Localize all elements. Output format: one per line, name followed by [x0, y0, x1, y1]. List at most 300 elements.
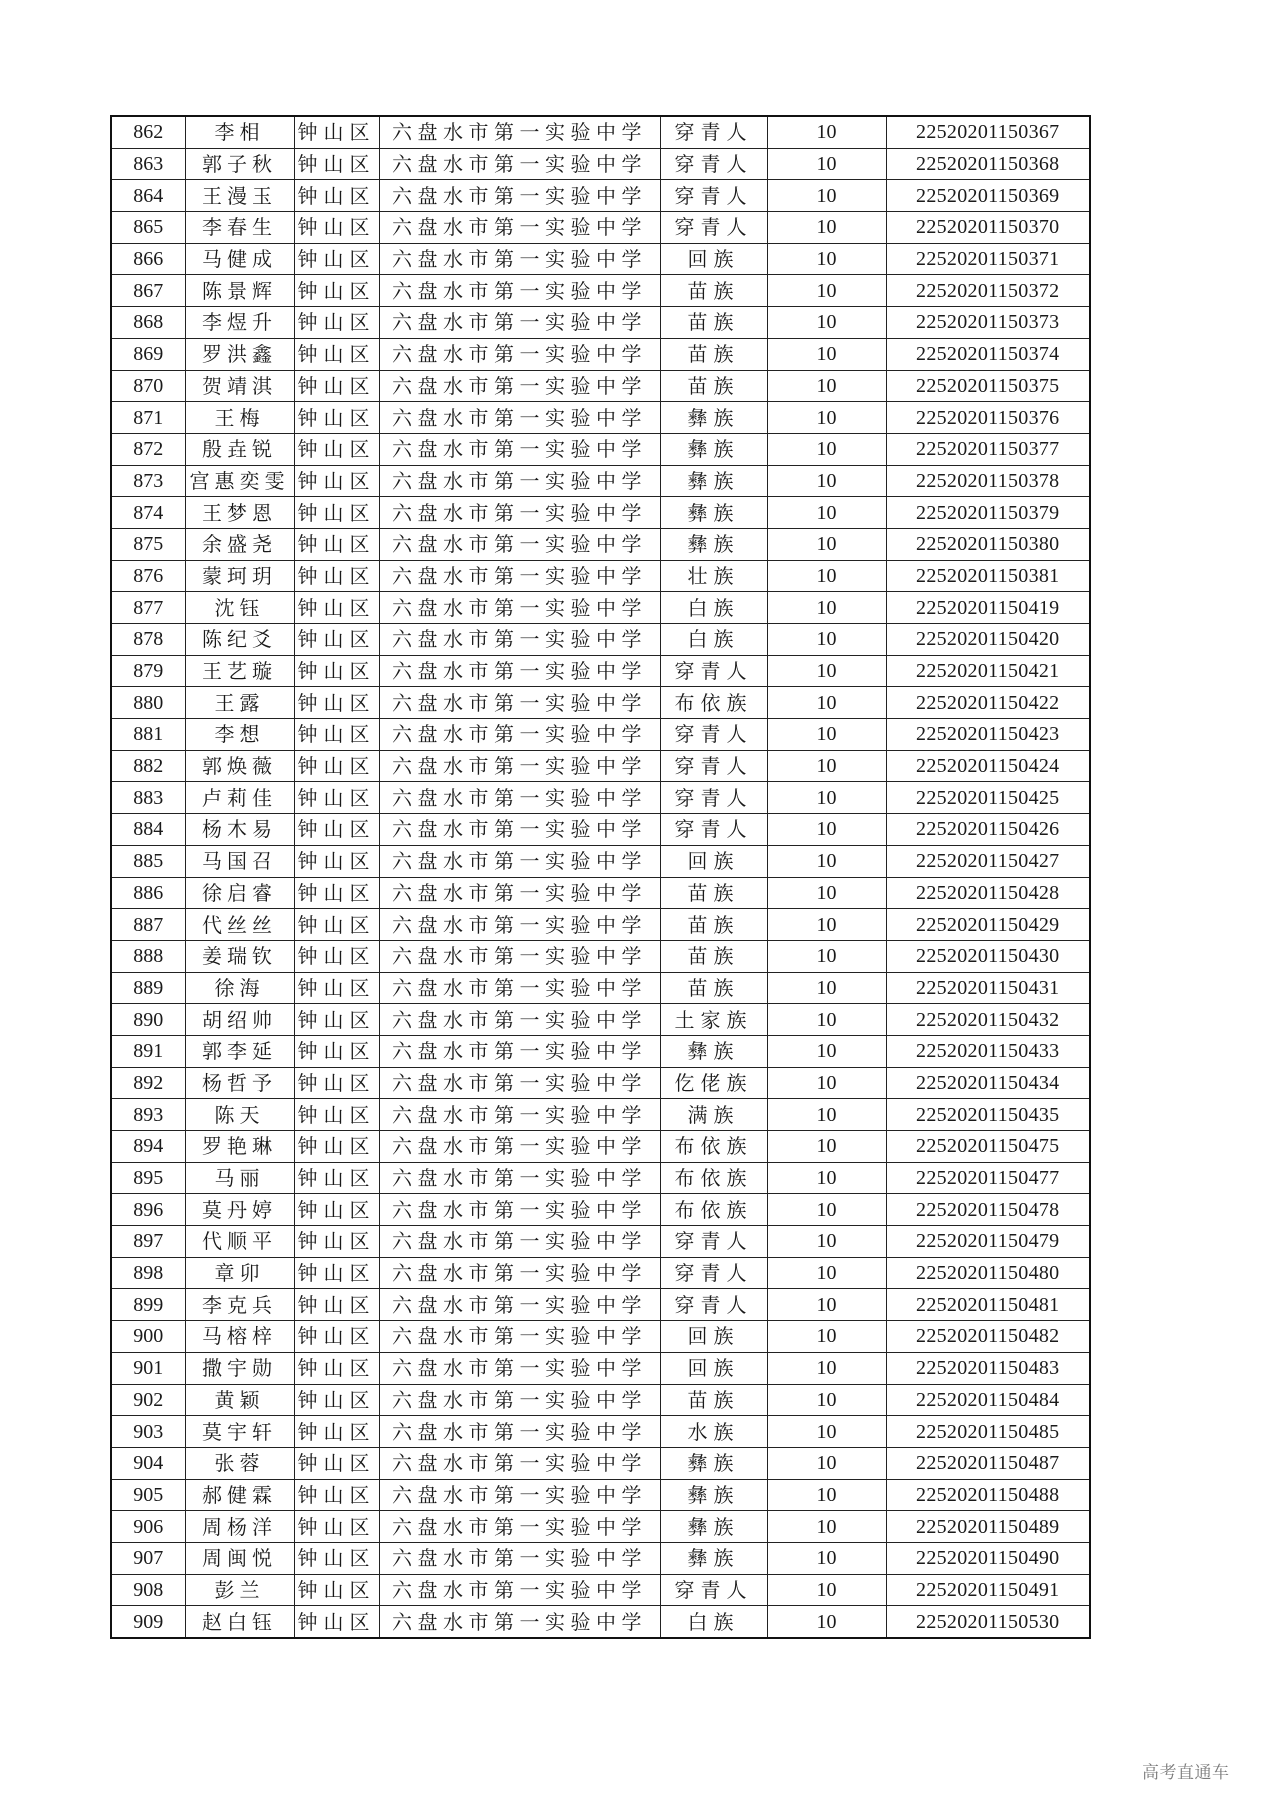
- exam-id-cell: 22520201150427: [886, 845, 1090, 877]
- district-cell: 钟山区: [294, 1606, 379, 1638]
- exam-id-cell: 22520201150475: [886, 1131, 1090, 1163]
- table-row: [111, 1131, 1090, 1163]
- exam-id-cell: 22520201150478: [886, 1194, 1090, 1226]
- student-name-cell: 卢莉佳: [185, 782, 294, 814]
- ethnicity-cell: 回族: [660, 1321, 767, 1353]
- table-row: [111, 845, 1090, 877]
- student-name-cell: 贺靖淇: [185, 370, 294, 402]
- exam-id-cell: 22520201150479: [886, 1226, 1090, 1258]
- exam-id-cell: 22520201150434: [886, 1067, 1090, 1099]
- row-number-cell: 883: [111, 782, 185, 814]
- ethnicity-cell: 仡佬族: [660, 1067, 767, 1099]
- school-name-cell: 六盘水市第一实验中学: [379, 1321, 660, 1353]
- exam-id-cell: 22520201150432: [886, 1004, 1090, 1036]
- bonus-points-cell: 10: [767, 1479, 886, 1511]
- bonus-points-cell: 10: [767, 940, 886, 972]
- bonus-points-cell: 10: [767, 1606, 886, 1638]
- school-name-cell: 六盘水市第一实验中学: [379, 307, 660, 339]
- school-name-cell: 六盘水市第一实验中学: [379, 1004, 660, 1036]
- bonus-points-cell: 10: [767, 560, 886, 592]
- district-cell: 钟山区: [294, 1162, 379, 1194]
- ethnicity-cell: 穿青人: [660, 180, 767, 212]
- row-number-cell: 866: [111, 243, 185, 275]
- exam-id-cell: 22520201150373: [886, 307, 1090, 339]
- table-row: [111, 560, 1090, 592]
- row-number-cell: 884: [111, 814, 185, 846]
- table-row: [111, 719, 1090, 751]
- student-name-cell: 胡绍帅: [185, 1004, 294, 1036]
- exam-id-cell: 22520201150487: [886, 1447, 1090, 1479]
- exam-id-cell: 22520201150380: [886, 528, 1090, 560]
- district-cell: 钟山区: [294, 1004, 379, 1036]
- student-roster-table: [110, 115, 1091, 1639]
- district-cell: 钟山区: [294, 750, 379, 782]
- row-number-cell: 891: [111, 1035, 185, 1067]
- row-number-cell: 875: [111, 528, 185, 560]
- table-row: [111, 180, 1090, 212]
- bonus-points-cell: 10: [767, 624, 886, 656]
- exam-id-cell: 22520201150488: [886, 1479, 1090, 1511]
- student-name-cell: 郭子秋: [185, 148, 294, 180]
- ethnicity-cell: 彝族: [660, 1447, 767, 1479]
- bonus-points-cell: 10: [767, 1162, 886, 1194]
- school-name-cell: 六盘水市第一实验中学: [379, 940, 660, 972]
- bonus-points-cell: 10: [767, 877, 886, 909]
- ethnicity-cell: 穿青人: [660, 814, 767, 846]
- table-row: [111, 1162, 1090, 1194]
- row-number-cell: 869: [111, 338, 185, 370]
- ethnicity-cell: 穿青人: [660, 116, 767, 148]
- school-name-cell: 六盘水市第一实验中学: [379, 972, 660, 1004]
- ethnicity-cell: 彝族: [660, 1511, 767, 1543]
- district-cell: 钟山区: [294, 877, 379, 909]
- ethnicity-cell: 苗族: [660, 370, 767, 402]
- ethnicity-cell: 穿青人: [660, 212, 767, 244]
- district-cell: 钟山区: [294, 972, 379, 1004]
- student-name-cell: 陈天: [185, 1099, 294, 1131]
- school-name-cell: 六盘水市第一实验中学: [379, 212, 660, 244]
- exam-id-cell: 22520201150428: [886, 877, 1090, 909]
- exam-id-cell: 22520201150431: [886, 972, 1090, 1004]
- district-cell: 钟山区: [294, 212, 379, 244]
- ethnicity-cell: 穿青人: [660, 719, 767, 751]
- school-name-cell: 六盘水市第一实验中学: [379, 592, 660, 624]
- school-name-cell: 六盘水市第一实验中学: [379, 1257, 660, 1289]
- table-row: [111, 1035, 1090, 1067]
- ethnicity-cell: 穿青人: [660, 782, 767, 814]
- district-cell: 钟山区: [294, 845, 379, 877]
- table-row: [111, 528, 1090, 560]
- school-name-cell: 六盘水市第一实验中学: [379, 1226, 660, 1258]
- student-name-cell: 周闽悦: [185, 1542, 294, 1574]
- ethnicity-cell: 彝族: [660, 528, 767, 560]
- district-cell: 钟山区: [294, 1511, 379, 1543]
- table-row: [111, 116, 1090, 148]
- exam-id-cell: 22520201150376: [886, 402, 1090, 434]
- school-name-cell: 六盘水市第一实验中学: [379, 338, 660, 370]
- school-name-cell: 六盘水市第一实验中学: [379, 433, 660, 465]
- exam-id-cell: 22520201150483: [886, 1352, 1090, 1384]
- ethnicity-cell: 白族: [660, 624, 767, 656]
- row-number-cell: 899: [111, 1289, 185, 1321]
- school-name-cell: 六盘水市第一实验中学: [379, 1542, 660, 1574]
- bonus-points-cell: 10: [767, 1226, 886, 1258]
- district-cell: 钟山区: [294, 1321, 379, 1353]
- ethnicity-cell: 彝族: [660, 465, 767, 497]
- exam-id-cell: 22520201150421: [886, 655, 1090, 687]
- bonus-points-cell: 10: [767, 402, 886, 434]
- table-row: [111, 1574, 1090, 1606]
- school-name-cell: 六盘水市第一实验中学: [379, 465, 660, 497]
- district-cell: 钟山区: [294, 497, 379, 529]
- table-row: [111, 275, 1090, 307]
- school-name-cell: 六盘水市第一实验中学: [379, 1574, 660, 1606]
- bonus-points-cell: 10: [767, 1004, 886, 1036]
- school-name-cell: 六盘水市第一实验中学: [379, 528, 660, 560]
- exam-id-cell: 22520201150422: [886, 687, 1090, 719]
- table-row: [111, 402, 1090, 434]
- school-name-cell: 六盘水市第一实验中学: [379, 845, 660, 877]
- row-number-cell: 864: [111, 180, 185, 212]
- student-name-cell: 周杨洋: [185, 1511, 294, 1543]
- exam-id-cell: 22520201150429: [886, 909, 1090, 941]
- table-row: [111, 497, 1090, 529]
- bonus-points-cell: 10: [767, 338, 886, 370]
- exam-id-cell: 22520201150368: [886, 148, 1090, 180]
- bonus-points-cell: 10: [767, 1067, 886, 1099]
- district-cell: 钟山区: [294, 1226, 379, 1258]
- student-name-cell: 王漫玉: [185, 180, 294, 212]
- exam-id-cell: 22520201150381: [886, 560, 1090, 592]
- exam-id-cell: 22520201150425: [886, 782, 1090, 814]
- district-cell: 钟山区: [294, 528, 379, 560]
- row-number-cell: 888: [111, 940, 185, 972]
- student-name-cell: 陈景辉: [185, 275, 294, 307]
- bonus-points-cell: 10: [767, 528, 886, 560]
- bonus-points-cell: 10: [767, 814, 886, 846]
- exam-id-cell: 22520201150480: [886, 1257, 1090, 1289]
- district-cell: 钟山区: [294, 465, 379, 497]
- school-name-cell: 六盘水市第一实验中学: [379, 909, 660, 941]
- student-name-cell: 罗艳琳: [185, 1131, 294, 1163]
- table-row: [111, 465, 1090, 497]
- row-number-cell: 900: [111, 1321, 185, 1353]
- school-name-cell: 六盘水市第一实验中学: [379, 1035, 660, 1067]
- student-name-cell: 杨哲予: [185, 1067, 294, 1099]
- bonus-points-cell: 10: [767, 1384, 886, 1416]
- ethnicity-cell: 回族: [660, 243, 767, 275]
- bonus-points-cell: 10: [767, 1352, 886, 1384]
- ethnicity-cell: 穿青人: [660, 750, 767, 782]
- school-name-cell: 六盘水市第一实验中学: [379, 687, 660, 719]
- ethnicity-cell: 穿青人: [660, 1289, 767, 1321]
- ethnicity-cell: 苗族: [660, 940, 767, 972]
- student-name-cell: 殷垚锐: [185, 433, 294, 465]
- ethnicity-cell: 苗族: [660, 972, 767, 1004]
- row-number-cell: 907: [111, 1542, 185, 1574]
- bonus-points-cell: 10: [767, 1289, 886, 1321]
- student-name-cell: 马健成: [185, 243, 294, 275]
- ethnicity-cell: 水族: [660, 1416, 767, 1448]
- table-row: [111, 433, 1090, 465]
- ethnicity-cell: 穿青人: [660, 1574, 767, 1606]
- bonus-points-cell: 10: [767, 1099, 886, 1131]
- bonus-points-cell: 10: [767, 212, 886, 244]
- school-name-cell: 六盘水市第一实验中学: [379, 402, 660, 434]
- ethnicity-cell: 满族: [660, 1099, 767, 1131]
- school-name-cell: 六盘水市第一实验中学: [379, 1289, 660, 1321]
- row-number-cell: 862: [111, 116, 185, 148]
- student-name-cell: 张蓉: [185, 1447, 294, 1479]
- bonus-points-cell: 10: [767, 750, 886, 782]
- student-name-cell: 陈纪爻: [185, 624, 294, 656]
- bonus-points-cell: 10: [767, 433, 886, 465]
- row-number-cell: 909: [111, 1606, 185, 1638]
- table-row: [111, 1542, 1090, 1574]
- district-cell: 钟山区: [294, 655, 379, 687]
- school-name-cell: 六盘水市第一实验中学: [379, 560, 660, 592]
- row-number-cell: 879: [111, 655, 185, 687]
- ethnicity-cell: 彝族: [660, 433, 767, 465]
- row-number-cell: 885: [111, 845, 185, 877]
- exam-id-cell: 22520201150423: [886, 719, 1090, 751]
- exam-id-cell: 22520201150377: [886, 433, 1090, 465]
- ethnicity-cell: 彝族: [660, 402, 767, 434]
- exam-id-cell: 22520201150419: [886, 592, 1090, 624]
- row-number-cell: 902: [111, 1384, 185, 1416]
- student-name-cell: 李克兵: [185, 1289, 294, 1321]
- table-row: [111, 782, 1090, 814]
- district-cell: 钟山区: [294, 116, 379, 148]
- bonus-points-cell: 10: [767, 782, 886, 814]
- school-name-cell: 六盘水市第一实验中学: [379, 1162, 660, 1194]
- ethnicity-cell: 彝族: [660, 1479, 767, 1511]
- exam-id-cell: 22520201150491: [886, 1574, 1090, 1606]
- row-number-cell: 904: [111, 1447, 185, 1479]
- row-number-cell: 901: [111, 1352, 185, 1384]
- student-name-cell: 沈钰: [185, 592, 294, 624]
- student-name-cell: 罗洪鑫: [185, 338, 294, 370]
- district-cell: 钟山区: [294, 1035, 379, 1067]
- row-number-cell: 906: [111, 1511, 185, 1543]
- ethnicity-cell: 布依族: [660, 687, 767, 719]
- school-name-cell: 六盘水市第一实验中学: [379, 1131, 660, 1163]
- table-row: [111, 624, 1090, 656]
- school-name-cell: 六盘水市第一实验中学: [379, 1511, 660, 1543]
- row-number-cell: 876: [111, 560, 185, 592]
- school-name-cell: 六盘水市第一实验中学: [379, 719, 660, 751]
- row-number-cell: 893: [111, 1099, 185, 1131]
- ethnicity-cell: 苗族: [660, 275, 767, 307]
- ethnicity-cell: 苗族: [660, 307, 767, 339]
- exam-id-cell: 22520201150433: [886, 1035, 1090, 1067]
- row-number-cell: 895: [111, 1162, 185, 1194]
- ethnicity-cell: 壮族: [660, 560, 767, 592]
- ethnicity-cell: 彝族: [660, 1542, 767, 1574]
- school-name-cell: 六盘水市第一实验中学: [379, 370, 660, 402]
- row-number-cell: 865: [111, 212, 185, 244]
- student-name-cell: 姜瑞钦: [185, 940, 294, 972]
- student-name-cell: 代丝丝: [185, 909, 294, 941]
- bonus-points-cell: 10: [767, 1511, 886, 1543]
- bonus-points-cell: 10: [767, 148, 886, 180]
- student-name-cell: 郝健霖: [185, 1479, 294, 1511]
- school-name-cell: 六盘水市第一实验中学: [379, 1384, 660, 1416]
- school-name-cell: 六盘水市第一实验中学: [379, 624, 660, 656]
- bonus-points-cell: 10: [767, 1035, 886, 1067]
- bonus-points-cell: 10: [767, 116, 886, 148]
- row-number-cell: 890: [111, 1004, 185, 1036]
- table-row: [111, 909, 1090, 941]
- district-cell: 钟山区: [294, 433, 379, 465]
- school-name-cell: 六盘水市第一实验中学: [379, 180, 660, 212]
- student-name-cell: 赵白钰: [185, 1606, 294, 1638]
- bonus-points-cell: 10: [767, 845, 886, 877]
- row-number-cell: 867: [111, 275, 185, 307]
- bonus-points-cell: 10: [767, 592, 886, 624]
- student-name-cell: 宫惠奕雯: [185, 465, 294, 497]
- ethnicity-cell: 苗族: [660, 909, 767, 941]
- school-name-cell: 六盘水市第一实验中学: [379, 497, 660, 529]
- ethnicity-cell: 布依族: [660, 1162, 767, 1194]
- district-cell: 钟山区: [294, 909, 379, 941]
- exam-id-cell: 22520201150477: [886, 1162, 1090, 1194]
- row-number-cell: 881: [111, 719, 185, 751]
- row-number-cell: 908: [111, 1574, 185, 1606]
- district-cell: 钟山区: [294, 940, 379, 972]
- school-name-cell: 六盘水市第一实验中学: [379, 1099, 660, 1131]
- table-row: [111, 1099, 1090, 1131]
- district-cell: 钟山区: [294, 592, 379, 624]
- table-row: [111, 212, 1090, 244]
- table-row: [111, 1289, 1090, 1321]
- district-cell: 钟山区: [294, 687, 379, 719]
- student-name-cell: 代顺平: [185, 1226, 294, 1258]
- table-row: [111, 1321, 1090, 1353]
- row-number-cell: 896: [111, 1194, 185, 1226]
- district-cell: 钟山区: [294, 1194, 379, 1226]
- table-row: [111, 1352, 1090, 1384]
- bonus-points-cell: 10: [767, 1321, 886, 1353]
- row-number-cell: 889: [111, 972, 185, 1004]
- table-row: [111, 338, 1090, 370]
- exam-id-cell: 22520201150379: [886, 497, 1090, 529]
- student-name-cell: 郭焕薇: [185, 750, 294, 782]
- student-name-cell: 王梅: [185, 402, 294, 434]
- bonus-points-cell: 10: [767, 370, 886, 402]
- bonus-points-cell: 10: [767, 275, 886, 307]
- district-cell: 钟山区: [294, 1067, 379, 1099]
- ethnicity-cell: 穿青人: [660, 1257, 767, 1289]
- school-name-cell: 六盘水市第一实验中学: [379, 243, 660, 275]
- school-name-cell: 六盘水市第一实验中学: [379, 750, 660, 782]
- exam-id-cell: 22520201150426: [886, 814, 1090, 846]
- student-name-cell: 王露: [185, 687, 294, 719]
- row-number-cell: 870: [111, 370, 185, 402]
- table-row: [111, 1416, 1090, 1448]
- exam-id-cell: 22520201150371: [886, 243, 1090, 275]
- ethnicity-cell: 苗族: [660, 877, 767, 909]
- district-cell: 钟山区: [294, 1099, 379, 1131]
- row-number-cell: 882: [111, 750, 185, 782]
- student-name-cell: 李春生: [185, 212, 294, 244]
- ethnicity-cell: 穿青人: [660, 1226, 767, 1258]
- roster-body: [111, 116, 1090, 1638]
- row-number-cell: 898: [111, 1257, 185, 1289]
- exam-id-cell: 22520201150430: [886, 940, 1090, 972]
- exam-id-cell: 22520201150372: [886, 275, 1090, 307]
- table-row: [111, 1479, 1090, 1511]
- bonus-points-cell: 10: [767, 465, 886, 497]
- table-row: [111, 307, 1090, 339]
- district-cell: 钟山区: [294, 243, 379, 275]
- district-cell: 钟山区: [294, 1257, 379, 1289]
- exam-id-cell: 22520201150420: [886, 624, 1090, 656]
- bonus-points-cell: 10: [767, 1257, 886, 1289]
- school-name-cell: 六盘水市第一实验中学: [379, 1194, 660, 1226]
- table-row: [111, 877, 1090, 909]
- row-number-cell: 897: [111, 1226, 185, 1258]
- ethnicity-cell: 白族: [660, 592, 767, 624]
- row-number-cell: 892: [111, 1067, 185, 1099]
- table-row: [111, 592, 1090, 624]
- exam-id-cell: 22520201150490: [886, 1542, 1090, 1574]
- row-number-cell: 887: [111, 909, 185, 941]
- district-cell: 钟山区: [294, 275, 379, 307]
- bonus-points-cell: 10: [767, 1447, 886, 1479]
- district-cell: 钟山区: [294, 624, 379, 656]
- student-name-cell: 彭兰: [185, 1574, 294, 1606]
- table-row: [111, 687, 1090, 719]
- school-name-cell: 六盘水市第一实验中学: [379, 1067, 660, 1099]
- table-row: [111, 148, 1090, 180]
- bonus-points-cell: 10: [767, 1416, 886, 1448]
- district-cell: 钟山区: [294, 1479, 379, 1511]
- exam-id-cell: 22520201150489: [886, 1511, 1090, 1543]
- bonus-points-cell: 10: [767, 909, 886, 941]
- row-number-cell: 903: [111, 1416, 185, 1448]
- bonus-points-cell: 10: [767, 687, 886, 719]
- exam-id-cell: 22520201150530: [886, 1606, 1090, 1638]
- district-cell: 钟山区: [294, 1416, 379, 1448]
- row-number-cell: 873: [111, 465, 185, 497]
- district-cell: 钟山区: [294, 1542, 379, 1574]
- bonus-points-cell: 10: [767, 719, 886, 751]
- exam-id-cell: 22520201150481: [886, 1289, 1090, 1321]
- school-name-cell: 六盘水市第一实验中学: [379, 148, 660, 180]
- school-name-cell: 六盘水市第一实验中学: [379, 1447, 660, 1479]
- table-row: [111, 972, 1090, 1004]
- row-number-cell: 874: [111, 497, 185, 529]
- bonus-points-cell: 10: [767, 180, 886, 212]
- school-name-cell: 六盘水市第一实验中学: [379, 782, 660, 814]
- school-name-cell: 六盘水市第一实验中学: [379, 1416, 660, 1448]
- district-cell: 钟山区: [294, 338, 379, 370]
- exam-id-cell: 22520201150484: [886, 1384, 1090, 1416]
- district-cell: 钟山区: [294, 1384, 379, 1416]
- district-cell: 钟山区: [294, 402, 379, 434]
- exam-id-cell: 22520201150375: [886, 370, 1090, 402]
- row-number-cell: 863: [111, 148, 185, 180]
- ethnicity-cell: 土家族: [660, 1004, 767, 1036]
- district-cell: 钟山区: [294, 782, 379, 814]
- school-name-cell: 六盘水市第一实验中学: [379, 1479, 660, 1511]
- student-name-cell: 莫丹婷: [185, 1194, 294, 1226]
- table-row: [111, 1511, 1090, 1543]
- row-number-cell: 872: [111, 433, 185, 465]
- bonus-points-cell: 10: [767, 1574, 886, 1606]
- exam-id-cell: 22520201150374: [886, 338, 1090, 370]
